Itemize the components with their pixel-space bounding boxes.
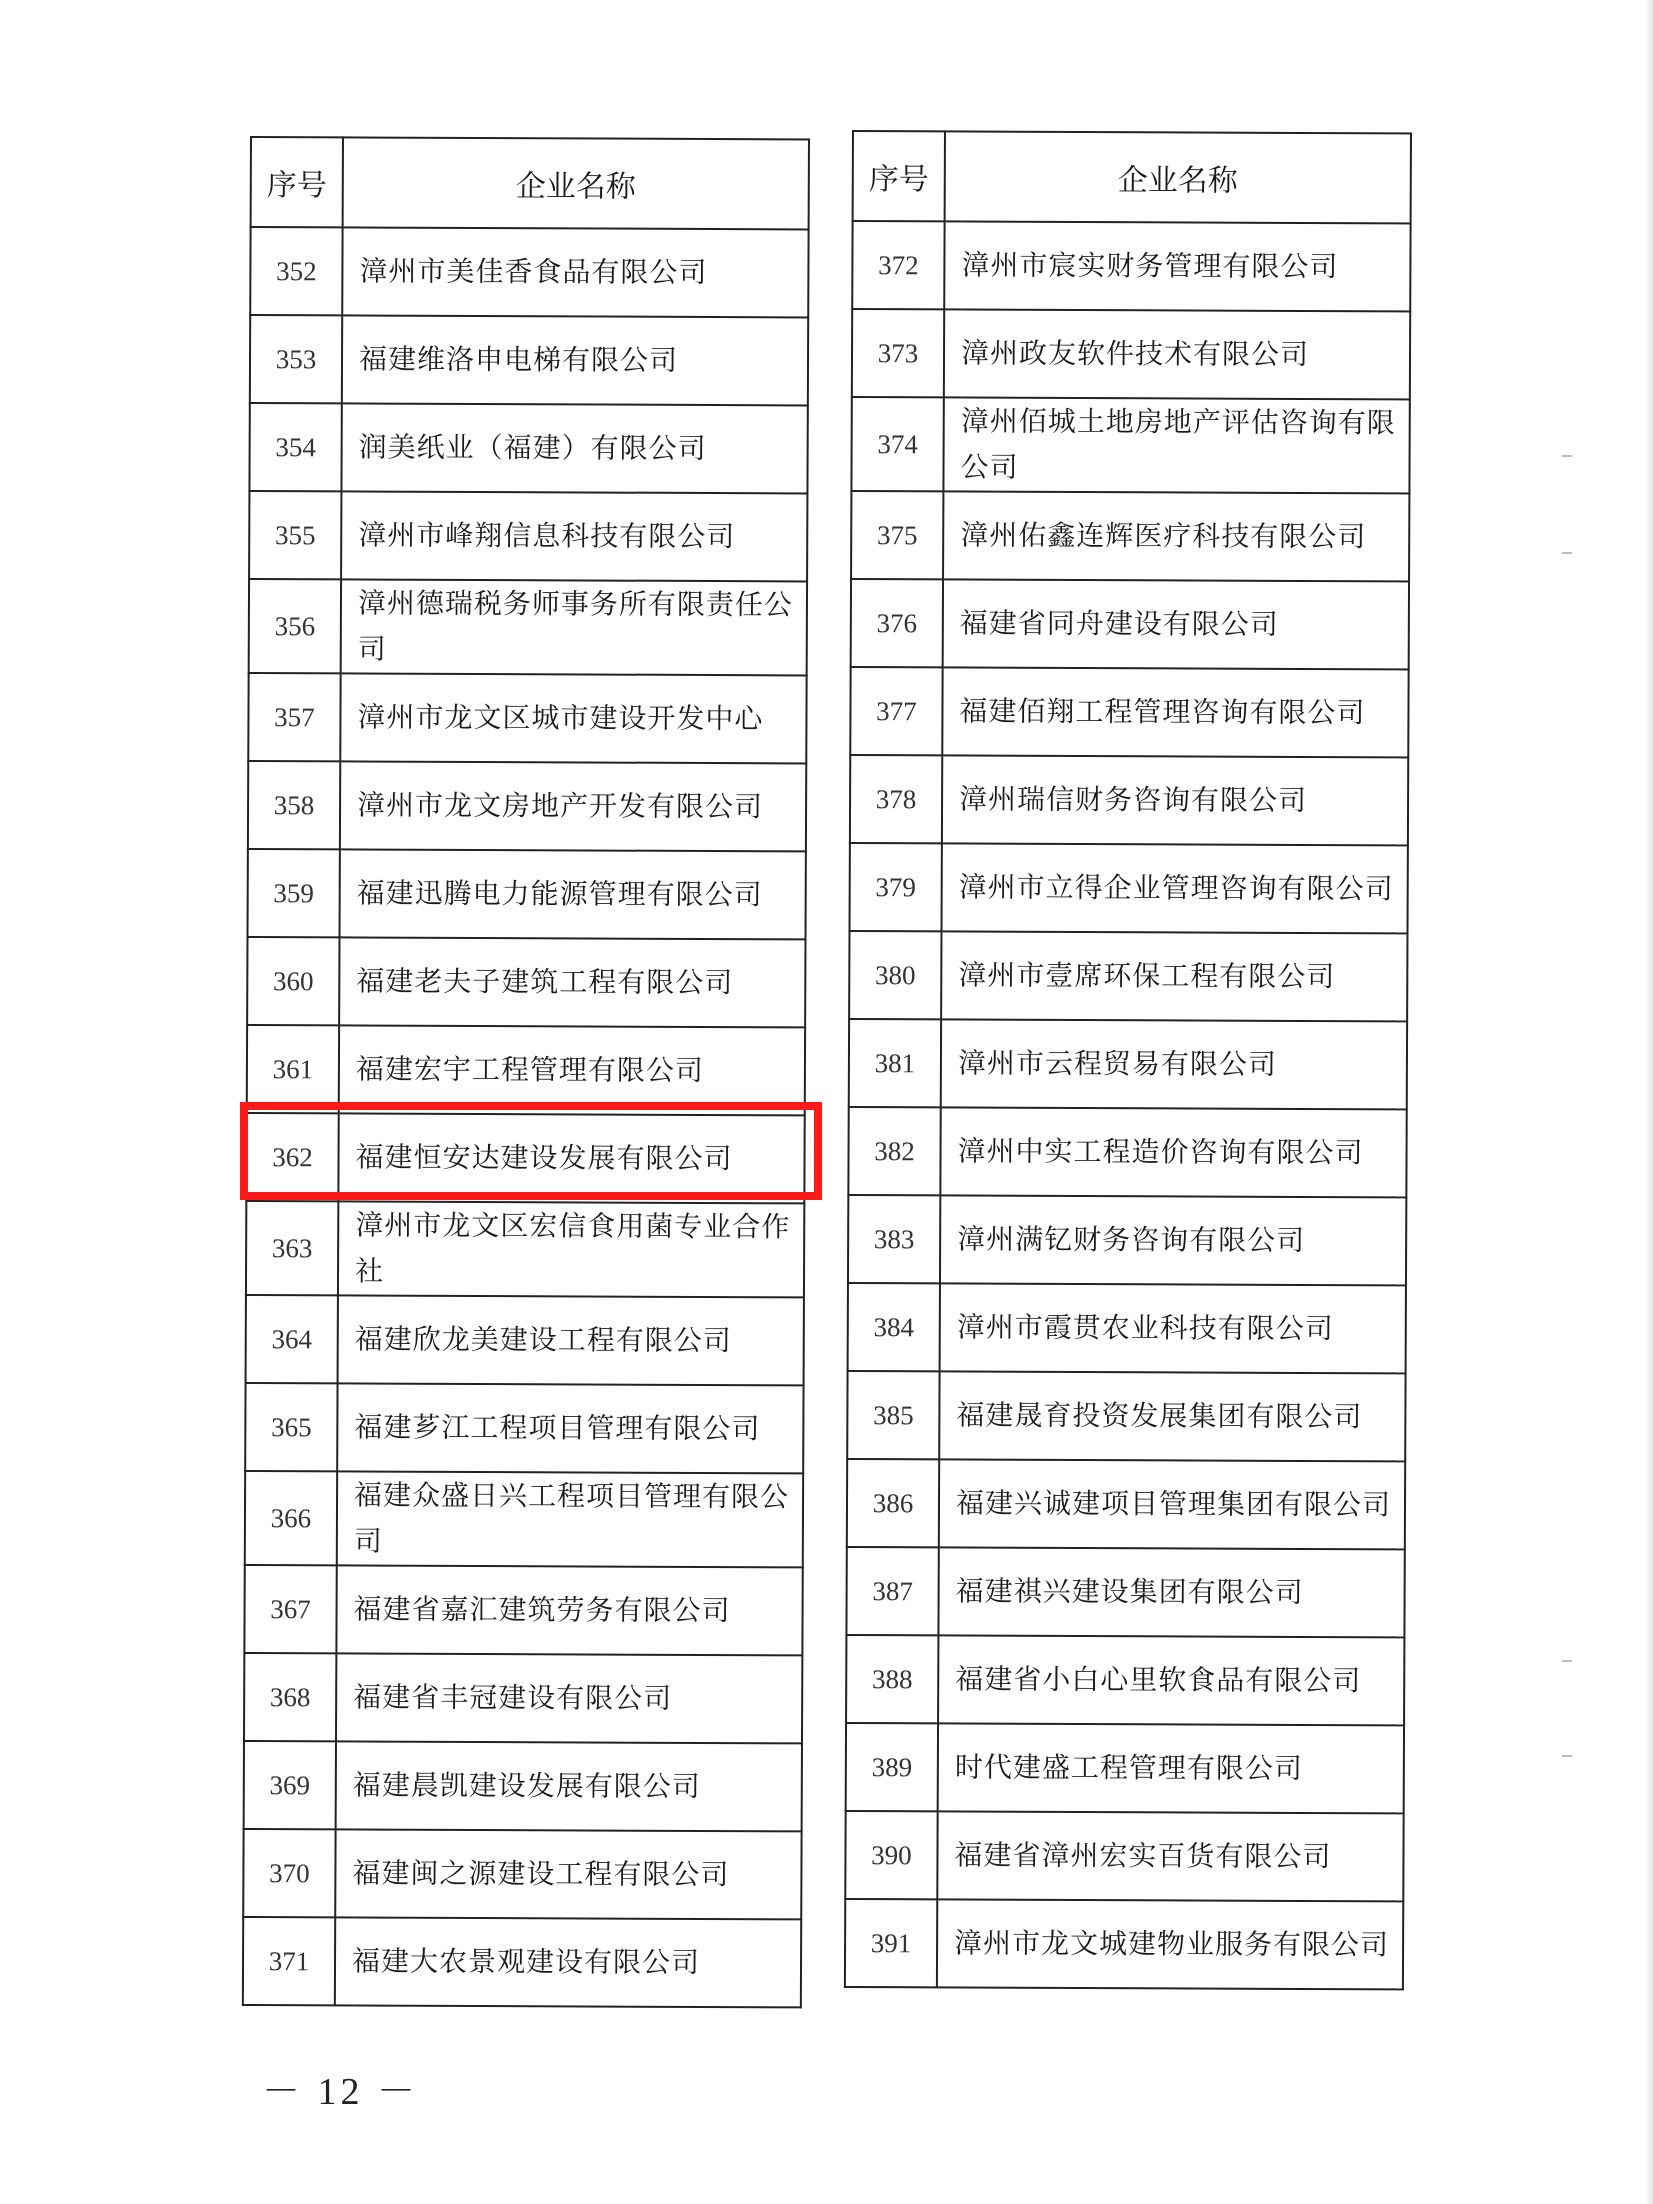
row-company-name: 漳州市龙文城建物业服务有限公司: [937, 1899, 1403, 1989]
row-company-name: 漳州市壹席环保工程有限公司: [941, 931, 1407, 1021]
row-serial-number: 386: [847, 1459, 939, 1547]
row-serial-number: 384: [848, 1283, 940, 1371]
row-company-name: 漳州中实工程造价咨询有限公司: [940, 1107, 1406, 1197]
row-company-name: 漳州满钇财务咨询有限公司: [940, 1195, 1406, 1285]
table-row: [246, 1295, 804, 1385]
scan-edge-shadow: [1645, 0, 1653, 2204]
row-serial-number: 387: [846, 1547, 938, 1635]
table-row: [248, 673, 806, 763]
row-company-name: 福建晨凯建设发展有限公司: [336, 1741, 802, 1831]
row-serial-number: 373: [852, 309, 944, 397]
row-serial-number: 381: [849, 1019, 941, 1107]
row-company-name: 福建省嘉汇建筑劳务有限公司: [336, 1565, 802, 1655]
row-company-name: 漳州市宸实财务管理有限公司: [944, 221, 1410, 311]
table-row: [852, 309, 1410, 399]
row-company-name: 福建迅腾电力能源管理有限公司: [340, 849, 806, 939]
table-row: [250, 315, 808, 405]
table-row: [243, 1829, 801, 1919]
table-row: [244, 1653, 802, 1743]
table-row: [850, 755, 1408, 845]
row-serial-number: 391: [845, 1899, 937, 1987]
table-header-row: [853, 131, 1411, 223]
row-serial-number: 358: [248, 761, 340, 849]
table-row: [244, 1741, 802, 1831]
table-row: [851, 491, 1409, 581]
row-serial-number: 372: [852, 221, 944, 309]
row-company-name: 漳州德瑞税务师事务所有限责任公司: [341, 579, 807, 675]
scan-speck: [1562, 1755, 1572, 1757]
table-row: [848, 1107, 1406, 1197]
scan-speck: [1562, 552, 1572, 554]
row-company-name: 时代建盛工程管理有限公司: [938, 1723, 1404, 1813]
row-serial-number: 362: [246, 1113, 338, 1201]
row-company-name: 福建佰翔工程管理咨询有限公司: [942, 667, 1408, 757]
table-row: [851, 397, 1409, 493]
header-serial-number: 序号: [853, 131, 945, 221]
table-row: [852, 221, 1410, 311]
row-serial-number: 376: [851, 579, 943, 667]
row-serial-number: 365: [245, 1383, 337, 1471]
row-serial-number: 380: [849, 931, 941, 1019]
row-serial-number: 355: [249, 491, 341, 579]
row-company-name: 福建欣龙美建设工程有限公司: [338, 1295, 804, 1385]
table-row: [244, 1565, 802, 1655]
row-serial-number: 371: [243, 1917, 335, 2005]
table-row: [845, 1811, 1403, 1901]
row-company-name: 福建晟育投资发展集团有限公司: [939, 1371, 1405, 1461]
row-serial-number: 385: [847, 1371, 939, 1459]
row-company-name: 漳州市美佳香食品有限公司: [342, 227, 808, 317]
table-row: [849, 931, 1407, 1021]
scan-speck: [1562, 455, 1572, 457]
row-company-name: 福建兴诚建项目管理集团有限公司: [939, 1459, 1405, 1549]
table-row: [851, 579, 1409, 669]
row-company-name: 福建省小白心里软食品有限公司: [938, 1635, 1404, 1725]
row-serial-number: 360: [247, 937, 339, 1025]
company-table-right-body: [845, 221, 1411, 1989]
row-serial-number: 366: [245, 1471, 337, 1565]
header-serial-number: 序号: [251, 137, 343, 227]
row-company-name: 漳州佑鑫连辉医疗科技有限公司: [943, 491, 1409, 581]
row-serial-number: 370: [243, 1829, 335, 1917]
row-company-name: 福建省漳州宏实百货有限公司: [937, 1811, 1403, 1901]
scan-speck: [1562, 1660, 1572, 1662]
row-company-name: 漳州市龙文区宏信食用菌专业合作社: [338, 1201, 804, 1297]
table-row: [847, 1459, 1405, 1549]
row-serial-number: 389: [846, 1723, 938, 1811]
row-company-name: 漳州佰城土地房地产评估咨询有限公司: [943, 397, 1409, 493]
row-serial-number: 354: [249, 403, 341, 491]
row-company-name: 漳州市龙文房地产开发有限公司: [340, 761, 806, 851]
table-row: [846, 1635, 1404, 1725]
row-serial-number: 388: [846, 1635, 938, 1723]
row-serial-number: 377: [850, 667, 942, 755]
row-serial-number: 353: [250, 315, 342, 403]
row-company-name: 福建省同舟建设有限公司: [943, 579, 1409, 669]
header-company-name: 企业名称: [945, 131, 1411, 223]
row-company-name: 漳州市龙文区城市建设开发中心: [340, 673, 806, 763]
row-company-name: 福建省丰冠建设有限公司: [336, 1653, 802, 1743]
row-company-name: 漳州市峰翔信息科技有限公司: [341, 491, 807, 581]
table-row: [850, 667, 1408, 757]
row-company-name: 漳州市立得企业管理咨询有限公司: [942, 843, 1408, 933]
row-serial-number: 379: [850, 843, 942, 931]
highlight-annotation-box: [240, 1102, 822, 1200]
row-company-name: 漳州政友软件技术有限公司: [944, 309, 1410, 399]
table-row: [248, 761, 806, 851]
row-serial-number: 378: [850, 755, 942, 843]
table-row: [847, 1371, 1405, 1461]
row-serial-number: 359: [248, 849, 340, 937]
table-row: [249, 403, 807, 493]
row-serial-number: 369: [244, 1741, 336, 1829]
row-serial-number: 364: [246, 1295, 338, 1383]
row-company-name: 福建维洛申电梯有限公司: [342, 315, 808, 405]
row-serial-number: 368: [244, 1653, 336, 1741]
row-company-name: 福建众盛日兴工程项目管理有限公司: [337, 1471, 803, 1567]
row-serial-number: 357: [248, 673, 340, 761]
page-number: － 12 －: [262, 2071, 420, 2113]
row-company-name: 福建闽之源建设工程有限公司: [335, 1829, 801, 1919]
table-row: [245, 1471, 803, 1567]
row-company-name: 福建芗江工程项目管理有限公司: [337, 1383, 803, 1473]
table-row: [250, 227, 808, 317]
row-company-name: 漳州市云程贸易有限公司: [941, 1019, 1407, 1109]
table-header-row: [251, 137, 809, 229]
row-company-name: 福建大农景观建设有限公司: [335, 1917, 801, 2007]
row-company-name: 福建老夫子建筑工程有限公司: [339, 937, 805, 1027]
row-serial-number: 356: [249, 579, 341, 673]
row-serial-number: 390: [845, 1811, 937, 1899]
company-table-left: [242, 136, 810, 2008]
table-row: [249, 579, 807, 675]
table-row: [249, 491, 807, 581]
row-serial-number: 361: [247, 1025, 339, 1113]
table-row: [846, 1547, 1404, 1637]
table-row: [850, 843, 1408, 933]
row-company-name: 润美纸业（福建）有限公司: [341, 403, 807, 493]
table-row: [849, 1019, 1407, 1109]
header-company-name: 企业名称: [343, 137, 809, 229]
table-row: [846, 1723, 1404, 1813]
table-row: [848, 1195, 1406, 1285]
table-row: [243, 1917, 801, 2007]
row-serial-number: 367: [244, 1565, 336, 1653]
row-serial-number: 383: [848, 1195, 940, 1283]
row-serial-number: 352: [250, 227, 342, 315]
table-row: [248, 849, 806, 939]
row-serial-number: 382: [848, 1107, 940, 1195]
row-company-name: 福建祺兴建设集团有限公司: [938, 1547, 1404, 1637]
table-row: [848, 1283, 1406, 1373]
row-serial-number: 375: [851, 491, 943, 579]
row-serial-number: 374: [851, 397, 943, 491]
company-table-right: [844, 130, 1412, 1990]
table-row: [245, 1383, 803, 1473]
row-company-name: 漳州市霞贯农业科技有限公司: [940, 1283, 1406, 1373]
row-serial-number: 363: [246, 1201, 338, 1295]
row-company-name: 福建宏宇工程管理有限公司: [339, 1025, 805, 1115]
table-row: [247, 937, 805, 1027]
table-row: [246, 1201, 804, 1297]
row-company-name: 漳州瑞信财务咨询有限公司: [942, 755, 1408, 845]
row-company-name: 福建恒安达建设发展有限公司: [338, 1113, 804, 1203]
table-row: [845, 1899, 1403, 1989]
